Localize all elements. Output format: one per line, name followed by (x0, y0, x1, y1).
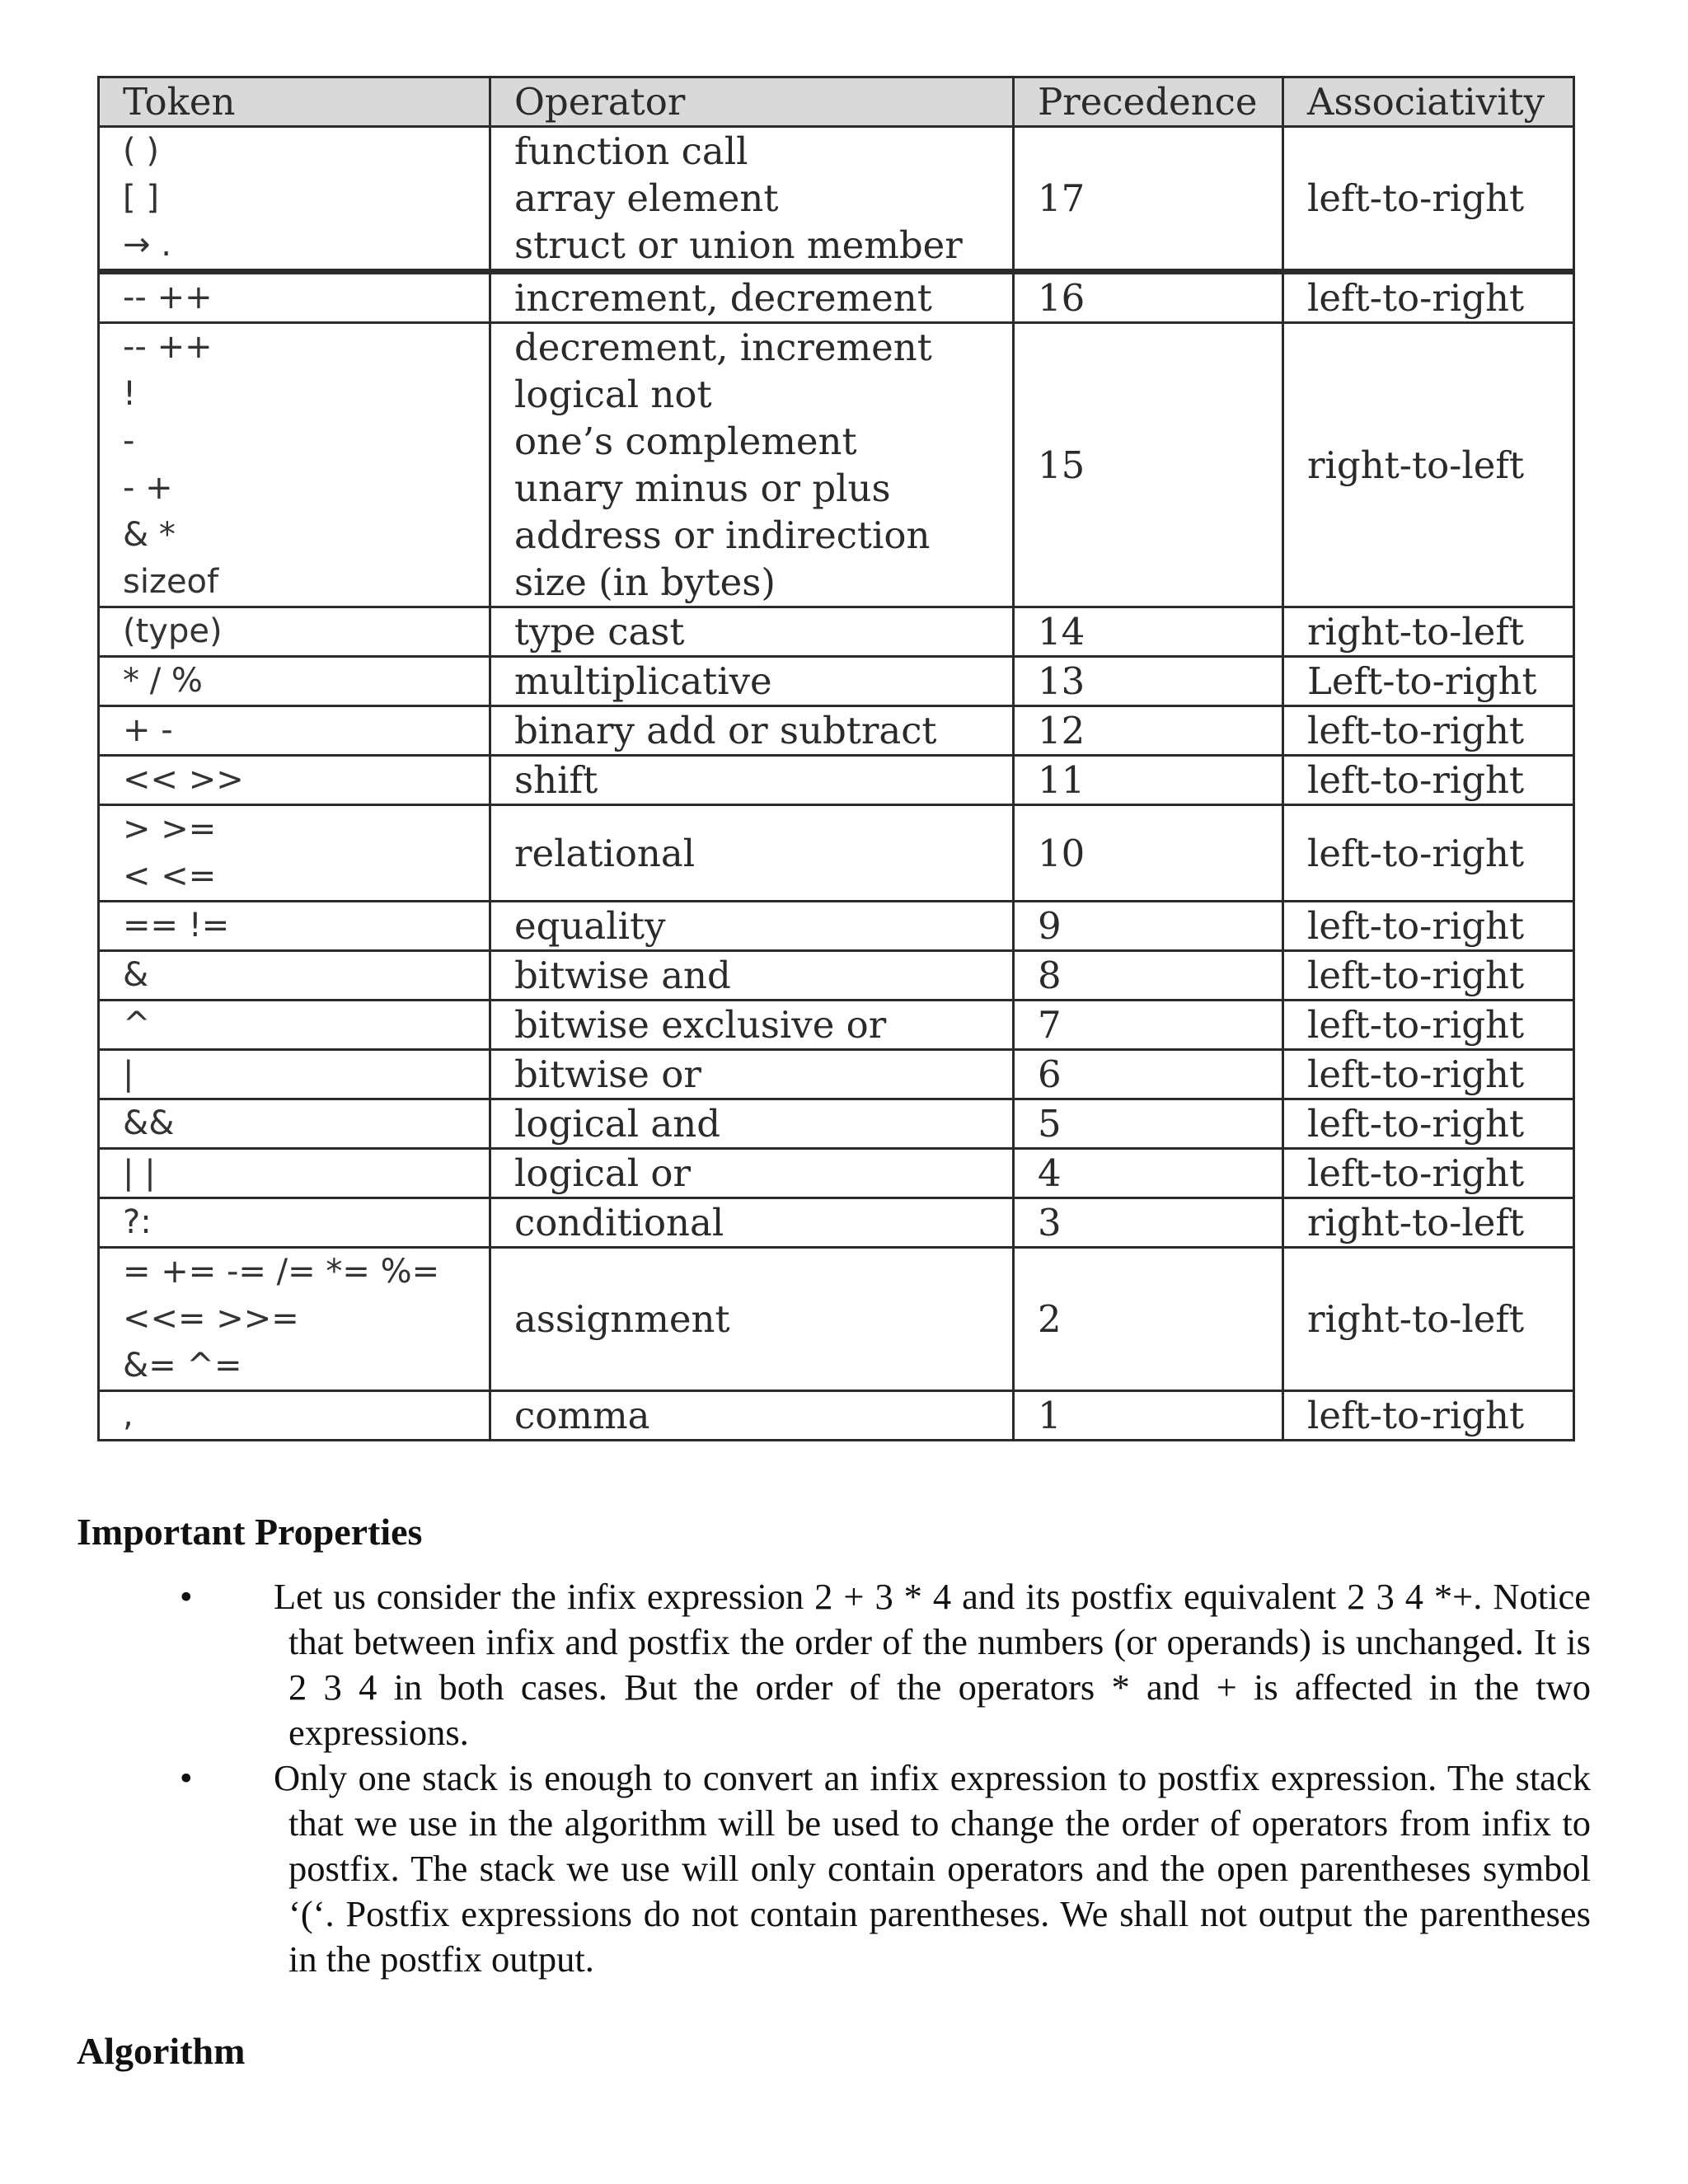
associativity-cell: left-to-right (1283, 1149, 1574, 1198)
associativity-cell: left-to-right (1283, 272, 1574, 323)
precedence-cell: 15 (1014, 323, 1283, 607)
operator-cell-line: conditional (514, 1201, 724, 1244)
operator-cell-line: logical and (514, 1102, 721, 1146)
operator-cell-line: binary add or subtract (514, 709, 937, 752)
operator-cell (490, 805, 1014, 902)
associativity-cell: left-to-right (1283, 1391, 1574, 1441)
operator-cell-line: relational (514, 831, 696, 875)
token-cell-line: - + (123, 469, 173, 507)
operator-cell-line: bitwise exclusive or (514, 1003, 887, 1047)
token-cell (99, 272, 490, 323)
bullet-marker: • (180, 1757, 193, 1798)
table-row (99, 272, 1574, 323)
associativity-cell: left-to-right (1283, 756, 1574, 805)
table-row (99, 805, 1574, 902)
operator-cell-line: increment, decrement (514, 276, 932, 320)
token-cell (99, 706, 490, 756)
precedence-cell: 13 (1014, 657, 1283, 706)
token-cell (99, 805, 490, 902)
token-cell-line: | | (123, 1154, 156, 1192)
token-cell (99, 1248, 490, 1391)
table-row (99, 902, 1574, 951)
token-cell-line: << >> (123, 761, 244, 799)
table-header-row (99, 77, 1574, 127)
operator-cell-line: equality (514, 904, 666, 948)
token-cell-line: ?: (123, 1203, 152, 1241)
token-cell-line: | (123, 1055, 134, 1093)
token-cell-line: ! (123, 375, 137, 413)
bullet-marker: • (180, 1576, 193, 1617)
token-cell (99, 756, 490, 805)
token-cell-line: , (123, 1396, 134, 1434)
token-cell-line: > >= (123, 810, 217, 848)
operator-cell (490, 951, 1014, 1001)
table-row (99, 323, 1574, 607)
section-heading-algorithm: Algorithm (77, 2030, 246, 2072)
token-cell (99, 1050, 490, 1099)
header-associativity: Associativity (1283, 77, 1574, 127)
header-operator: Operator (490, 77, 1014, 127)
table-row (99, 1198, 1574, 1248)
operator-cell (490, 1248, 1014, 1391)
token-cell-line: ( ) (123, 132, 159, 170)
precedence-cell: 10 (1014, 805, 1283, 902)
table-row (99, 1248, 1574, 1391)
token-cell-line: && (123, 1104, 175, 1142)
associativity-cell: right-to-left (1283, 1248, 1574, 1391)
operator-cell-line: comma (514, 1394, 650, 1437)
token-cell (99, 902, 490, 951)
table-row (99, 127, 1574, 272)
token-cell-line: (type) (123, 612, 223, 650)
header-precedence: Precedence (1014, 77, 1283, 127)
properties-list (0, 1574, 1688, 1982)
associativity-cell: right-to-left (1283, 607, 1574, 657)
associativity-cell: left-to-right (1283, 127, 1574, 272)
table-row (99, 1391, 1574, 1441)
table-row (99, 1050, 1574, 1099)
token-cell-line: <<= >>= (123, 1300, 299, 1338)
table-row (99, 657, 1574, 706)
token-cell-line: ^ (123, 1005, 151, 1043)
token-cell-line: < <= (123, 857, 217, 895)
associativity-cell: left-to-right (1283, 1001, 1574, 1050)
token-cell-line: &= ^= (123, 1347, 242, 1385)
precedence-cell: 2 (1014, 1248, 1283, 1391)
associativity-cell: left-to-right (1283, 1099, 1574, 1149)
operator-cell (490, 127, 1014, 272)
precedence-cell: 3 (1014, 1198, 1283, 1248)
operator-cell-line: address or indirection (514, 513, 931, 557)
precedence-cell: 4 (1014, 1149, 1283, 1198)
token-cell-line: & (123, 956, 149, 994)
token-cell-line: * / % (123, 662, 203, 700)
bullet-text: Only one stack is enough to convert an infix expression to postfix expression. The stack that we use in the algorithm will be used to change the order of operators from infix to postfix. The stack we use will only contain operators and the open parentheses symbol ‘(‘. Postfix expressions do not contain parentheses. We shall not output the parentheses in the postfix output. (274, 1757, 1591, 1980)
table-row (99, 607, 1574, 657)
precedence-cell: 17 (1014, 127, 1283, 272)
token-cell (99, 1391, 490, 1441)
operator-cell-line: bitwise or (514, 1052, 701, 1096)
precedence-cell: 9 (1014, 902, 1283, 951)
token-cell (99, 951, 490, 1001)
operator-cell-line: shift (514, 758, 598, 802)
operator-cell-line: size (in bytes) (514, 560, 776, 604)
operator-cell (490, 1001, 1014, 1050)
token-cell-line: sizeof (123, 563, 219, 601)
operator-cell-line: multiplicative (514, 659, 772, 703)
token-cell-line: -- ++ (123, 279, 213, 316)
table-row (99, 756, 1574, 805)
token-cell (99, 1149, 490, 1198)
precedence-cell: 16 (1014, 272, 1283, 323)
table-row (99, 1099, 1574, 1149)
precedence-cell: 8 (1014, 951, 1283, 1001)
token-cell (99, 1001, 490, 1050)
operator-cell (490, 657, 1014, 706)
token-cell (99, 1099, 490, 1149)
operator-cell-line: array element (514, 176, 779, 220)
token-cell (99, 1198, 490, 1248)
operator-cell (490, 1198, 1014, 1248)
precedence-cell: 6 (1014, 1050, 1283, 1099)
token-cell (99, 657, 490, 706)
list-item (0, 1574, 1688, 1755)
operator-cell (490, 706, 1014, 756)
operator-cell-line: function call (514, 129, 748, 173)
operator-cell-line: logical not (514, 373, 712, 416)
token-cell (99, 607, 490, 657)
associativity-cell: left-to-right (1283, 1050, 1574, 1099)
precedence-cell: 1 (1014, 1391, 1283, 1441)
operator-cell-line: struct or union member (514, 223, 963, 267)
associativity-cell: left-to-right (1283, 951, 1574, 1001)
precedence-cell: 5 (1014, 1099, 1283, 1149)
token-cell-line: -- ++ (123, 328, 213, 366)
token-cell-line: [ ] (123, 179, 159, 217)
list-item (0, 1755, 1688, 1982)
operator-cell (490, 1099, 1014, 1149)
precedence-cell: 12 (1014, 706, 1283, 756)
operator-cell-line: bitwise and (514, 954, 731, 997)
operator-cell-line: logical or (514, 1151, 692, 1195)
operator-cell (490, 1050, 1014, 1099)
token-cell (99, 127, 490, 272)
section-heading-important-properties: Important Properties (77, 1511, 423, 1553)
associativity-cell: right-to-left (1283, 323, 1574, 607)
operator-cell (490, 1149, 1014, 1198)
operator-cell-line: unary minus or plus (514, 466, 891, 510)
header-token: Token (99, 77, 490, 127)
table-row (99, 951, 1574, 1001)
precedence-table (97, 76, 1575, 1441)
operator-cell-line: decrement, increment (514, 326, 932, 369)
token-cell-line: == != (123, 907, 230, 944)
precedence-cell: 7 (1014, 1001, 1283, 1050)
operator-cell-line: type cast (514, 610, 685, 654)
associativity-cell: right-to-left (1283, 1198, 1574, 1248)
operator-cell-line: one’s complement (514, 419, 857, 463)
token-cell-line: + - (123, 711, 173, 749)
table-row (99, 706, 1574, 756)
bullet-text: Let us consider the infix expression 2 + 3 * 4 and its postfix equivalent 2 3 4 *+. Notice that between infix and postfix the order of the numbers (or operands) is unchanged. It is 2 3 4 in both cases. But the order of the operators * and + is affected in the two expressions. (274, 1576, 1591, 1753)
table-row (99, 1149, 1574, 1198)
operator-cell-line: assignment (514, 1297, 730, 1341)
operator-cell (490, 1391, 1014, 1441)
operator-cell (490, 902, 1014, 951)
table-row (99, 1001, 1574, 1050)
token-cell-line: & * (123, 516, 176, 554)
associativity-cell: left-to-right (1283, 902, 1574, 951)
token-cell (99, 323, 490, 607)
token-cell-line: → . (123, 226, 171, 264)
associativity-cell: left-to-right (1283, 805, 1574, 902)
associativity-cell: left-to-right (1283, 706, 1574, 756)
precedence-cell: 11 (1014, 756, 1283, 805)
operator-cell (490, 323, 1014, 607)
token-cell-line: = += -= /= *= %= (123, 1253, 440, 1291)
table-body (99, 127, 1574, 1441)
operator-cell (490, 272, 1014, 323)
associativity-cell: Left-to-right (1283, 657, 1574, 706)
token-cell-line: - (123, 422, 135, 460)
operator-cell (490, 756, 1014, 805)
operator-cell (490, 607, 1014, 657)
precedence-cell: 14 (1014, 607, 1283, 657)
